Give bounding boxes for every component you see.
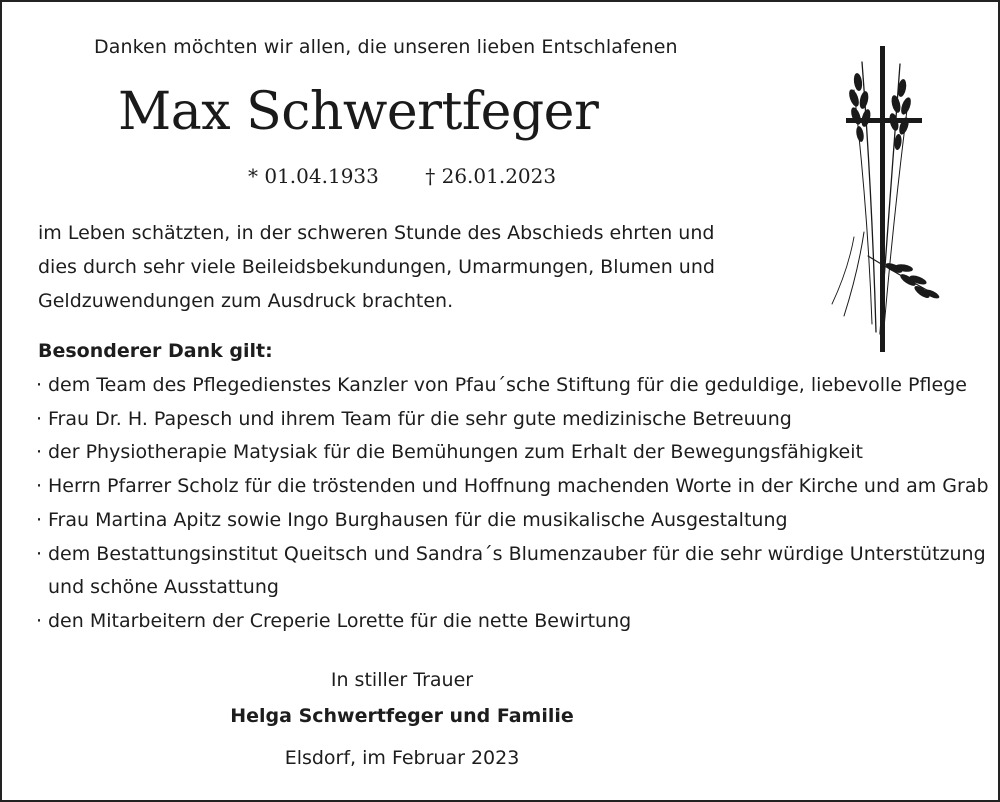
list-item-continuation: und schöne Ausstattung: [48, 576, 279, 599]
list-item: · Frau Dr. H. Papesch und ihrem Team für die sehr gute medizinische Betreuung: [36, 403, 989, 437]
bullet-icon: ·: [36, 374, 43, 396]
death-date: † 26.01.2023: [425, 164, 557, 188]
life-dates: [248, 164, 556, 188]
paragraph-line: im Leben schätzten, in der schweren Stunde des Abschieds ehrten und: [38, 222, 715, 244]
bullet-icon: ·: [36, 609, 43, 632]
deceased-name: Max Schwertfeger: [118, 82, 599, 142]
family-signature: Helga Schwertfeger und Familie: [230, 705, 574, 727]
bullet-icon: ·: [36, 407, 43, 430]
list-item: · der Physiotherapie Matysiak für die Bemühungen zum Erhalt der Bewegungsfähigkeit: [36, 436, 989, 470]
list-item: · Frau Martina Apitz sowie Ingo Burghausen für die musikalische Ausgestaltung: [36, 504, 989, 538]
closing-block: [2, 662, 802, 776]
paragraph-line: Geldzuwendungen zum Ausdruck brachten.: [38, 290, 454, 312]
place-date: Elsdorf, im Februar 2023: [284, 747, 520, 769]
list-item: · den Mitarbeitern der Creperie Lorette für die nette Bewirtung: [36, 605, 989, 639]
bullet-icon: ·: [36, 475, 43, 498]
bullet-icon: ·: [36, 542, 43, 565]
special-thanks-list: [36, 369, 989, 639]
list-item: · dem Bestattungsinstitut Queitsch und Sandra´s Blumenzauber für die sehr würdige Unterstützung und schöne Ausstattung: [36, 538, 989, 605]
bullet-icon: ·: [36, 441, 43, 464]
list-item: · Herrn Pfarrer Scholz für die tröstenden und Hoffnung machenden Worte in der Kirche und am Grab: [36, 470, 989, 504]
special-thanks-heading: Besonderer Dank gilt:: [38, 340, 273, 362]
thanks-paragraph: [38, 216, 715, 318]
birth-date: * 01.04.1933: [248, 164, 379, 188]
list-item: · dem Team des Pflegedienstes Kanzler von Pfau´sche Stiftung für die geduldige, liebevolle Pflege: [36, 369, 989, 403]
paragraph-line: dies durch sehr viele Beileidsbekundungen, Umarmungen, Blumen und: [38, 256, 715, 278]
mourning-line: In stiller Trauer: [330, 669, 474, 691]
intro-text: Danken möchten wir allen, die unseren lieben Entschlafenen: [94, 36, 678, 58]
bullet-icon: ·: [36, 508, 43, 531]
cross-with-wheat-icon: [824, 42, 952, 356]
